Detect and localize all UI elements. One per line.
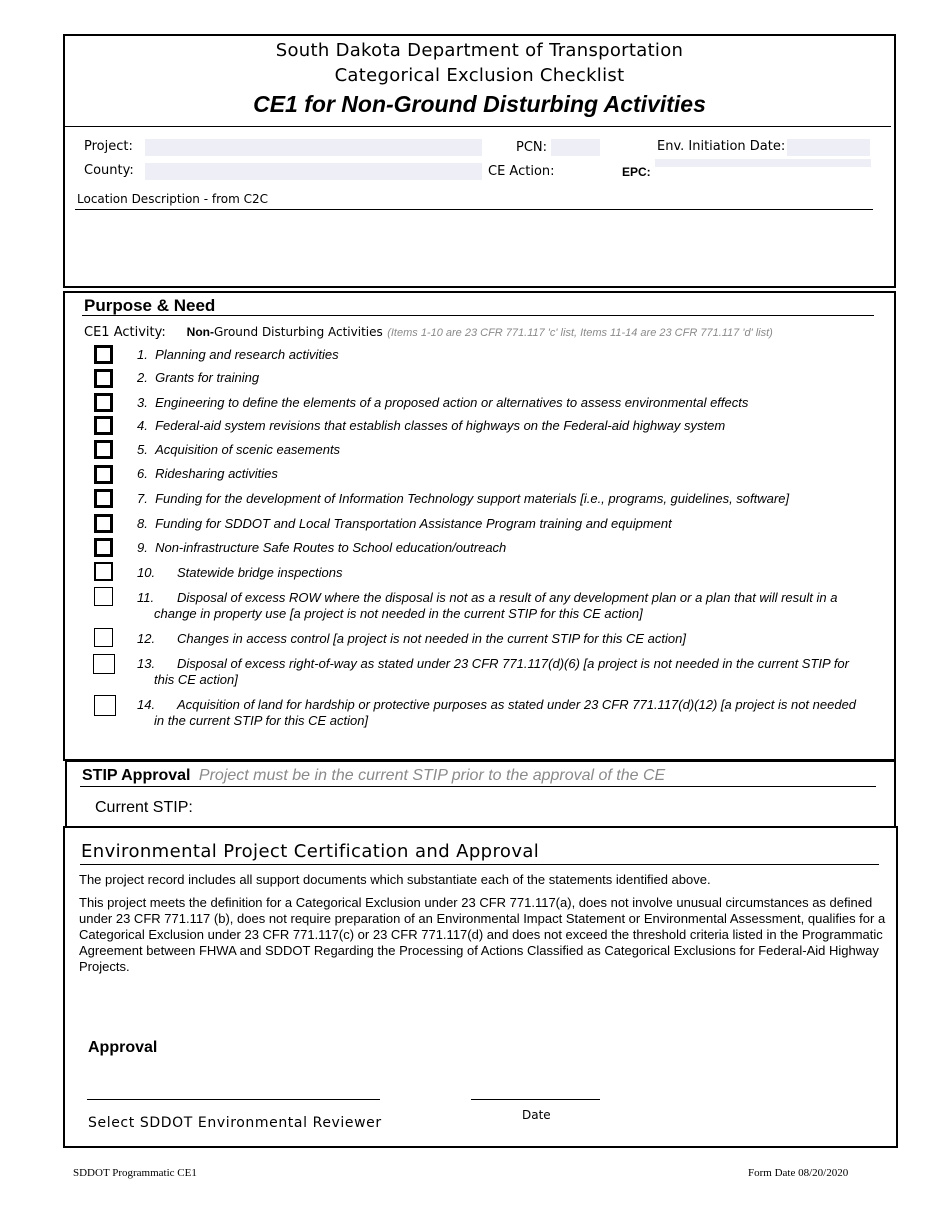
certification-title: Environmental Project Certification and Approval	[81, 841, 540, 862]
item-11-text: Disposal of excess ROW where the disposal is not as a result of any development plan or a plan that will result in a	[177, 590, 838, 605]
item-10-checkbox[interactable]	[94, 562, 113, 581]
pcn-label: PCN:	[516, 140, 548, 155]
certification-para-2: This project meets the definition for a Categorical Exclusion under 23 CFR 771.117(a), does not involve unusual circumstances as defined under 23 CFR 771.117 (b), does not require preparation of an Environmental Impact Statement or Environmental Assessment, qualifies for a Categorical Exclusion under 23 CFR 771.117(c) or 23 CFR 771.117(d) and does not exceed the threshold criteria listed in the Programmatic Agreement between FHWA and SDDOT Regarding the Processing of Actions Classified as Categorical Exclusions for Federal-Aid Highway Projects.	[79, 895, 886, 974]
item-10	[137, 565, 343, 581]
item-8-num: 8.	[137, 516, 148, 531]
county-field[interactable]	[145, 163, 482, 180]
item-7	[137, 491, 789, 507]
date-label: Date	[522, 1108, 551, 1122]
item-2-checkbox[interactable]	[94, 369, 113, 388]
activity-note: (Items 1-10 are 23 CFR 771.117 'c' list, Items 11-14 are 23 CFR 771.117 'd' list)	[387, 327, 773, 339]
item-6-text: Ridesharing activities	[155, 466, 278, 481]
item-3-text: Engineering to define the elements of a proposed action or alternatives to assess environmental effects	[155, 395, 749, 410]
approval-label: Approval	[88, 1039, 158, 1056]
pcn-field[interactable]	[551, 139, 600, 156]
item-12	[137, 631, 686, 647]
item-5-text: Acquisition of scenic easements	[155, 442, 341, 457]
item-9-num: 9.	[137, 540, 148, 555]
item-8-text: Funding for SDDOT and Local Transportation Assistance Program training and equipment	[155, 516, 672, 531]
page-title: CE1 for Non-Ground Disturbing Activities	[253, 91, 706, 117]
date-signature-line	[471, 1099, 600, 1100]
item-11-checkbox[interactable]	[94, 587, 113, 606]
item-1-num: 1.	[137, 347, 148, 362]
item-13	[137, 656, 877, 688]
activity-non: Non-	[186, 325, 214, 339]
item-1	[137, 347, 339, 363]
item-6-num: 6.	[137, 466, 148, 481]
item-9	[137, 540, 506, 556]
item-7-text: Funding for the development of Information Technology support materials [i.e., programs, guidelines, software]	[155, 491, 790, 506]
current-stip-label: Current STIP:	[95, 799, 193, 816]
item-13-text-cont: this CE action]	[154, 672, 238, 687]
item-14	[137, 697, 877, 729]
item-5-checkbox[interactable]	[94, 440, 113, 459]
item-4-checkbox[interactable]	[94, 416, 113, 435]
footer-form-date: Form Date 08/20/2020	[748, 1167, 849, 1179]
item-4-num: 4.	[137, 418, 148, 433]
activity-type: Ground Disturbing Activities	[213, 325, 383, 339]
item-3-checkbox[interactable]	[94, 393, 113, 412]
ce1-activity-line	[84, 323, 773, 341]
checklist-name: Categorical Exclusion Checklist	[334, 65, 625, 86]
item-6-checkbox[interactable]	[94, 465, 113, 484]
item-5-num: 5.	[137, 442, 148, 457]
stip-note: Project must be in the current STIP prior to the approval of the CE	[198, 767, 666, 784]
item-11	[137, 590, 877, 622]
certification-divider	[80, 864, 879, 865]
item-11-text-cont: change in property use [a project is not needed in the current STIP for this CE action]	[154, 606, 643, 621]
purpose-need-divider	[82, 315, 874, 316]
stip-header	[82, 767, 665, 785]
item-4-text: Federal-aid system revisions that establish classes of highways on the Federal-aid highway system	[155, 418, 726, 433]
item-2-num: 2.	[137, 370, 148, 385]
epc-label: EPC:	[622, 165, 651, 179]
item-12-num: 12.	[137, 631, 156, 646]
ce1-activity-label: CE1 Activity:	[84, 325, 166, 340]
agency-name: South Dakota Department of Transportation	[275, 40, 684, 61]
item-7-checkbox[interactable]	[94, 489, 113, 508]
env-initiation-date-field[interactable]	[787, 139, 870, 156]
item-2-text: Grants for training	[155, 370, 260, 385]
item-9-checkbox[interactable]	[94, 538, 113, 557]
certification-para-1: The project record includes all support documents which substantiate each of the statements identified above.	[79, 872, 711, 887]
item-10-text: Statewide bridge inspections	[177, 565, 343, 580]
item-8	[137, 516, 672, 532]
item-6	[137, 466, 278, 482]
item-5	[137, 442, 340, 458]
item-14-num: 14.	[137, 697, 156, 712]
location-description-label: Location Description - from C2C	[77, 192, 269, 206]
header-divider	[63, 126, 891, 127]
reviewer-select[interactable]: Select SDDOT Environmental Reviewer	[88, 1115, 382, 1131]
item-14-checkbox[interactable]	[94, 695, 116, 716]
item-1-checkbox[interactable]	[94, 345, 113, 364]
item-12-checkbox[interactable]	[94, 628, 113, 647]
item-14-text: Acquisition of land for hardship or protective purposes as stated under 23 CFR 771.117(d)(12) [a project is not needed	[177, 697, 857, 712]
footer-form-name: SDDOT Programmatic CE1	[73, 1167, 197, 1179]
item-13-text: Disposal of excess right-of-way as stated under 23 CFR 771.117(d)(6) [a project is not needed in the current STIP for	[177, 656, 849, 671]
location-description-field[interactable]	[75, 212, 873, 282]
item-12-text: Changes in access control [a project is not needed in the current STIP for this CE action]	[177, 631, 686, 646]
county-label: County:	[84, 163, 134, 178]
item-9-text: Non-infrastructure Safe Routes to School education/outreach	[155, 540, 507, 555]
item-4	[137, 418, 725, 434]
project-field[interactable]	[145, 139, 482, 156]
item-8-checkbox[interactable]	[94, 514, 113, 533]
stip-title: STIP Approval	[82, 767, 191, 784]
location-divider	[75, 209, 873, 210]
reviewer-signature-line	[87, 1099, 380, 1100]
item-10-num: 10.	[137, 565, 156, 580]
item-2	[137, 370, 259, 386]
item-3-num: 3.	[137, 395, 148, 410]
item-3	[137, 395, 748, 411]
env-initiation-date-label: Env. Initiation Date:	[657, 139, 786, 154]
project-label: Project:	[84, 139, 133, 154]
item-1-text: Planning and research activities	[155, 347, 339, 362]
item-7-num: 7.	[137, 491, 148, 506]
purpose-need-title: Purpose & Need	[84, 296, 216, 315]
ce-action-label: CE Action:	[488, 164, 555, 179]
stip-divider	[80, 786, 876, 787]
item-11-num: 11.	[137, 590, 155, 605]
epc-field[interactable]	[655, 159, 871, 167]
item-13-num: 13.	[137, 656, 156, 671]
item-13-checkbox[interactable]	[93, 654, 115, 674]
item-14-text-cont: in the current STIP for this CE action]	[154, 713, 369, 728]
